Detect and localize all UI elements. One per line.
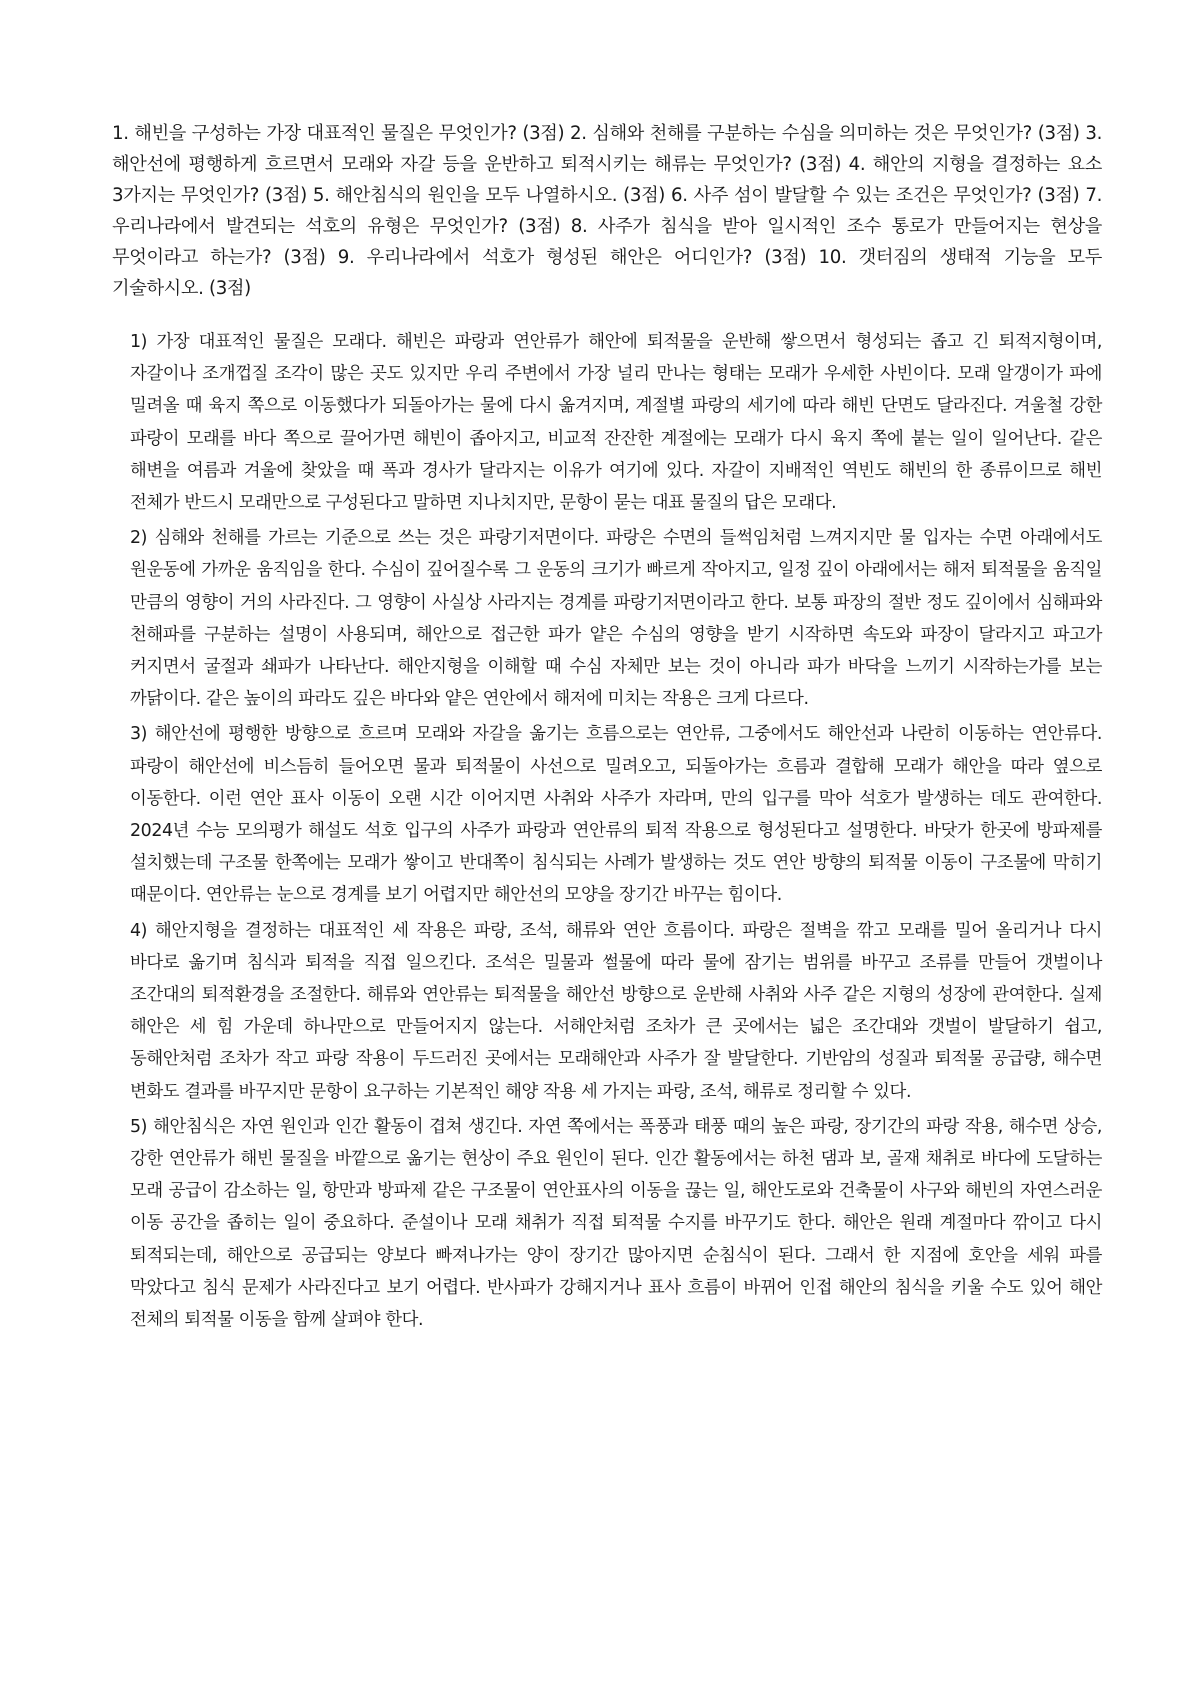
answer-list — [112, 326, 1102, 1336]
question-list: 1. 해빈을 구성하는 가장 대표적인 물질은 무엇인가? (3점) 2. 심해와 천해를 구분하는 수심을 의미하는 것은 무엇인가? (3점) 3. 해안선에 평행하게 흐르면서 모래와 자갈 등을 운반하고 퇴적시키는 해류는 무엇인가? (3점) 4. 해안의 지형을 결정하는 요소 3가지는 무엇인가? (3점) 5. 해안침식의 원인을 모두 나열하시오. (3점) 6. 사주 섬이 발달할 수 있는 조건은 무엇인가? (3점) 7. 우리나라에서 발견되는 석호의 유형은 무엇인가? (3점) 8. 사주가 침식을 받아 일시적인 조수 통로가 만들어지는 현상을 무엇이라고 하는가? (3점) 9. 우리나라에서 석호가 형성된 해안은 어디인가? (3점) 10. 갯터짐의 생태적 기능을 모두 기술하시오. (3점) — [112, 123, 1102, 299]
answer-2: 2) 심해와 천해를 가르는 기준으로 쓰는 것은 파랑기저면이다. 파랑은 수면의 들썩임처럼 느껴지지만 물 입자는 수면 아래에서도 원운동에 가까운 움직임을 한다. 수심이 깊어질수록 그 운동의 크기가 빠르게 작아지고, 일정 깊이 아래에서는 해저 퇴적물을 움직일 만큼의 영향이 거의 사라진다. 그 영향이 사실상 사라지는 경계를 파랑기저면이라고 한다. 보통 파장의 절반 정도 깊이에서 심해파와 천해파를 구분하는 설명이 사용되며, 해안으로 접근한 파가 얕은 수심의 영향을 받기 시작하면 속도와 파장이 달라지고 파고가 커지면서 굴절과 쇄파가 나타난다. 해안지형을 이해할 때 수심 자체만 보는 것이 아니라 파가 바닥을 느끼기 시작하는가를 보는 까닭이다. 같은 높이의 파라도 깊은 바다와 얕은 연안에서 해저에 미치는 작용은 크게 다르다. — [130, 528, 1102, 710]
answer-3: 3) 해안선에 평행한 방향으로 흐르며 모래와 자갈을 옮기는 흐름으로는 연안류, 그중에서도 해안선과 나란히 이동하는 연안류다. 파랑이 해안선에 비스듬히 들어오면 물과 퇴적물이 사선으로 밀려오고, 되돌아가는 흐름과 결합해 모래가 해안을 따라 옆으로 이동한다. 이런 연안 표사 이동이 오랜 시간 이어지면 사취와 사주가 자라며, 만의 입구를 막아 석호가 발생하는 데도 관여한다. 2024년 수능 모의평가 해설도 석호 입구의 사주가 파랑과 연안류의 퇴적 작용으로 형성된다고 설명한다. 바닷가 한곳에 방파제를 설치했는데 구조물 한쪽에는 모래가 쌓이고 반대쪽이 침식되는 사례가 발생하는 것도 연안 방향의 퇴적물 이동이 구조물에 막히기 때문이다. 연안류는 눈으로 경계를 보기 어렵지만 해안선의 모양을 장기간 바꾸는 힘이다. — [130, 724, 1102, 906]
answer-1: 1) 가장 대표적인 물질은 모래다. 해빈은 파랑과 연안류가 해안에 퇴적물을 운반해 쌓으면서 형성되는 좁고 긴 퇴적지형이며, 자갈이나 조개껍질 조각이 많은 곳도 있지만 우리 주변에서 가장 널리 만나는 형태는 모래가 우세한 사빈이다. 모래 알갱이가 파에 밀려올 때 육지 쪽으로 이동했다가 되돌아가는 물에 다시 옮겨지며, 계절별 파랑의 세기에 따라 해빈 단면도 달라진다. 겨울철 강한 파랑이 모래를 바다 쪽으로 끌어가면 해빈이 좁아지고, 비교적 잔잔한 계절에는 모래가 다시 육지 쪽에 붙는 일이 일어난다. 같은 해변을 여름과 겨울에 찾았을 때 폭과 경사가 달라지는 이유가 여기에 있다. 자갈이 지배적인 역빈도 해빈의 한 종류이므로 해빈 전체가 반드시 모래만으로 구성된다고 말하면 지나치지만, 문항이 묻는 대표 물질의 답은 모래다. — [130, 332, 1102, 514]
answer-5: 5) 해안침식은 자연 원인과 인간 활동이 겹쳐 생긴다. 자연 쪽에서는 폭풍과 태풍 때의 높은 파랑, 장기간의 파랑 작용, 해수면 상승, 강한 연안류가 해빈 물질을 바깥으로 옮기는 현상이 주요 원인이 된다. 인간 활동에서는 하천 댐과 보, 골재 채취로 바다에 도달하는 모래 공급이 감소하는 일, 항만과 방파제 같은 구조물이 연안표사의 이동을 끊는 일, 해안도로와 건축물이 사구와 해빈의 자연스러운 이동 공간을 좁히는 일이 중요하다. 준설이나 모래 채취가 직접 퇴적물 수지를 바꾸기도 한다. 해안은 원래 계절마다 깎이고 다시 퇴적되는데, 해안으로 공급되는 양보다 빠져나가는 양이 장기간 많아지면 순침식이 된다. 그래서 한 지점에 호안을 세워 파를 막았다고 침식 문제가 사라진다고 보기 어렵다. 반사파가 강해지거나 표사 흐름이 바뀌어 인접 해안의 침식을 키울 수도 있어 해안 전체의 퇴적물 이동을 함께 살펴야 한다. — [130, 1116, 1102, 1331]
answer-4: 4) 해안지형을 결정하는 대표적인 세 작용은 파랑, 조석, 해류와 연안 흐름이다. 파랑은 절벽을 깎고 모래를 밀어 올리거나 다시 바다로 옮기며 침식과 퇴적을 직접 일으킨다. 조석은 밀물과 썰물에 따라 물에 잠기는 범위를 바꾸고 조류를 만들어 갯벌이나 조간대의 퇴적환경을 조절한다. 해류와 연안류는 퇴적물을 해안선 방향으로 운반해 사취와 사주 같은 지형의 성장에 관여한다. 실제 해안은 세 힘 가운데 하나만으로 만들어지지 않는다. 서해안처럼 조차가 큰 곳에서는 넓은 조간대와 갯벌이 발달하기 쉽고, 동해안처럼 조차가 작고 파랑 작용이 두드러진 곳에서는 모래해안과 사주가 잘 발달한다. 기반암의 성질과 퇴적물 공급량, 해수면 변화도 결과를 바꾸지만 문항이 요구하는 기본적인 해양 작용 세 가지는 파랑, 조석, 해류로 정리할 수 있다. — [130, 920, 1102, 1102]
